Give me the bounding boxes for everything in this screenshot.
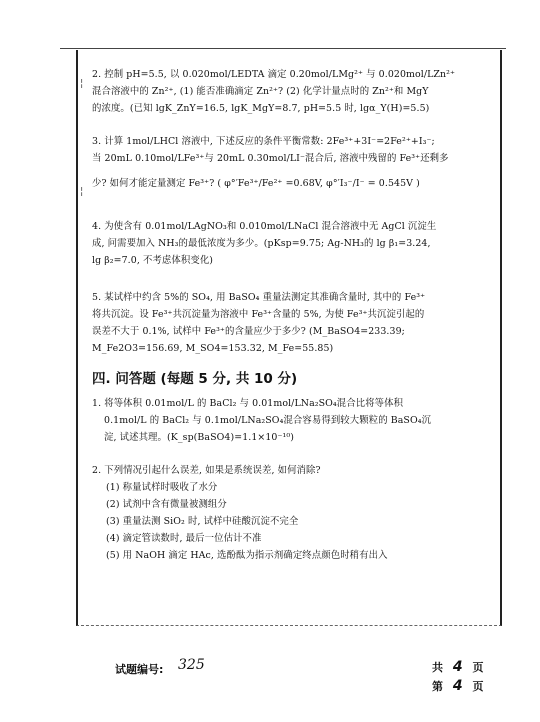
page-number-value: 4 bbox=[452, 678, 463, 694]
question-line: 混合溶液中的 Zn²⁺, (1) 能否准确滴定 Zn²⁺? (2) 化学计量点时的 Zn²⁺和 MgY bbox=[92, 86, 429, 97]
page-number-unit: 页 bbox=[472, 680, 484, 693]
exam-code-label: 试题编号: bbox=[115, 663, 164, 676]
page-total-unit: 页 bbox=[472, 661, 484, 674]
question-line: 2. 控制 pH=5.5, 以 0.020mol/LEDTA 滴定 0.20mol/LMg²⁺ 与 0.020mol/LZn²⁺ bbox=[92, 69, 456, 80]
question-line: lg β₂=7.0, 不考虑体积变化) bbox=[92, 255, 214, 266]
page-total-value: 4 bbox=[452, 659, 463, 675]
exam-content bbox=[92, 66, 492, 574]
question-line: 4. 为使含有 0.01mol/LAgNO₃和 0.010mol/LNaCl 混合溶液中无 AgCl 沉淀生 bbox=[92, 221, 437, 232]
question-line: 成, 问需要加入 NH₃的最低浓度为多少。(pKsp=9.75; Ag-NH₃的 lg β₁=3.24, bbox=[92, 238, 431, 249]
question-line: 淀, 试述其理。(K_sp(BaSO4)=1.1×10⁻¹⁰) bbox=[104, 432, 295, 443]
exam-code-value: 325 bbox=[178, 657, 205, 673]
question-line: 当 20mL 0.10mol/LFe³⁺与 20mL 0.30mol/LI⁻混合后, 溶液中残留的 Fe³⁺还剩多 bbox=[92, 153, 449, 164]
question-line: 将共沉淀。设 Fe³⁺共沉淀量为溶液中 Fe³⁺含量的 5%, 为使 Fe³⁺共沉淀引起的 bbox=[92, 309, 425, 320]
question-3 bbox=[92, 133, 492, 192]
margin-mark: ¦ bbox=[80, 78, 84, 89]
page-total bbox=[432, 659, 483, 675]
section-title: 四. 问答题 (每题 5 分, 共 10 分) bbox=[92, 371, 298, 387]
essay-question-2 bbox=[92, 462, 492, 564]
question-line: 少? 如何才能定量测定 Fe³⁺? ( φ°′Fe³⁺/Fe²⁺ =0.68V, φ°′I₃⁻/I⁻ = 0.545V ) bbox=[92, 178, 420, 189]
list-item: (5) 用 NaOH 滴定 HAc, 选酚酞为指示剂确定终点颜色时稍有出入 bbox=[106, 550, 388, 561]
question-line: 的浓度。(已知 lgK_ZnY=16.5, lgK_MgY=8.7, pH=5.5 时, lgα_Y(H)=5.5) bbox=[92, 103, 430, 114]
question-line: 2. 下列情况引起什么误差, 如果是系统误差, 如何消除? bbox=[92, 465, 321, 476]
top-rule bbox=[60, 48, 506, 49]
page-total-label: 共 bbox=[432, 661, 443, 674]
margin-mark: ¦ bbox=[80, 186, 84, 197]
question-line: 0.1mol/L 的 BaCl₂ 与 0.1mol/LNa₂SO₄混合容易得到较大颗粒的 BaSO₄沉 bbox=[104, 415, 432, 426]
essay-question-1 bbox=[92, 395, 492, 446]
list-item: (3) 重量法测 SiO₂ 时, 试样中硅酸沉淀不完全 bbox=[106, 516, 299, 527]
question-line: 5. 某试样中约含 5%的 SO₄, 用 BaSO₄ 重量法测定其准确含量时, 其中的 Fe³⁺ bbox=[92, 292, 426, 303]
question-line: 1. 将等体积 0.01mol/L 的 BaCl₂ 与 0.01mol/LNa₂SO₄混合比将等体积 bbox=[92, 398, 404, 409]
question-line: M_Fe2O3=156.69, M_SO4=153.32, M_Fe=55.85) bbox=[92, 343, 334, 354]
page-number bbox=[432, 678, 483, 694]
page-number-label: 第 bbox=[432, 680, 443, 693]
list-item: (2) 试剂中含有微量被测组分 bbox=[106, 499, 227, 510]
question-5 bbox=[92, 289, 492, 357]
question-line: 3. 计算 1mol/LHCl 溶液中, 下述反应的条件平衡常数: 2Fe³⁺+3I⁻=2Fe²⁺+I₃⁻; bbox=[92, 136, 435, 147]
question-4 bbox=[92, 218, 492, 269]
question-line: 误差不大于 0.1%, 试样中 Fe³⁺的含量应少于多少? (M_BaSO4=233.39; bbox=[92, 326, 405, 337]
list-item: (4) 滴定管读数时, 最后一位估计不准 bbox=[106, 533, 262, 544]
list-item: (1) 称量试样时吸收了水分 bbox=[106, 482, 218, 493]
question-2 bbox=[92, 66, 492, 117]
